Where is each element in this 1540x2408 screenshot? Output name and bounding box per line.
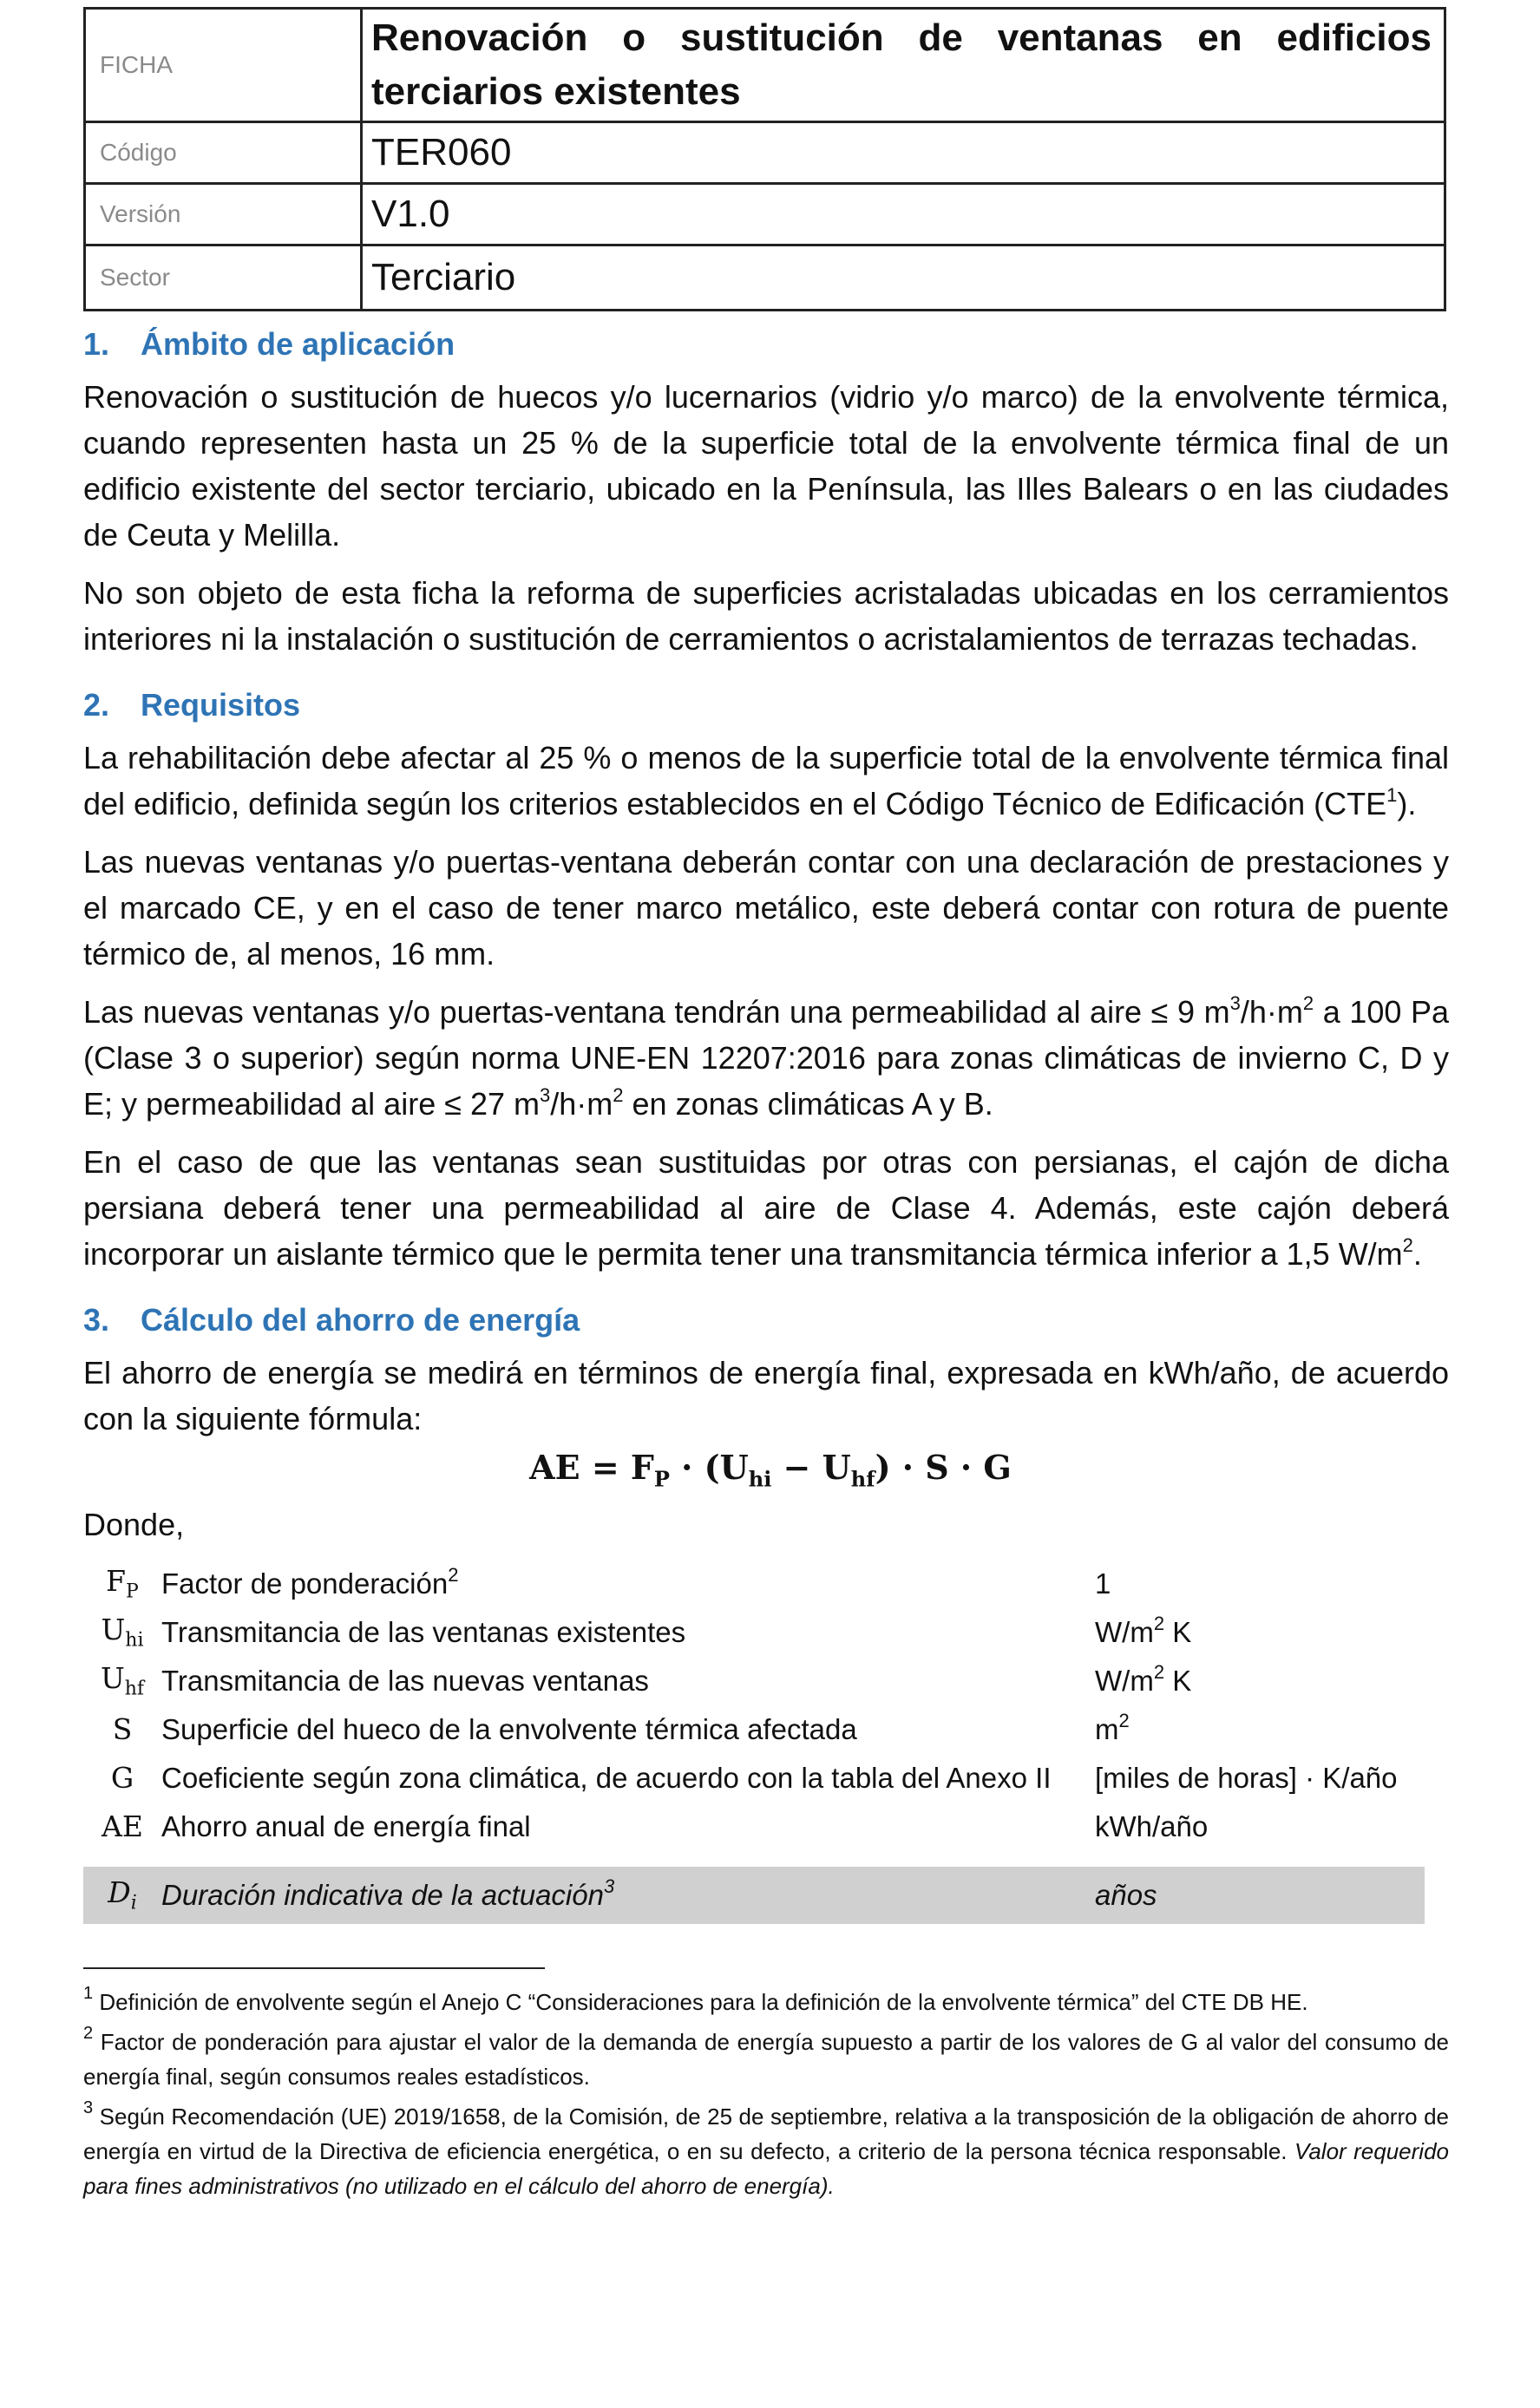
unit-text: [miles de horas] · K/año	[1095, 1761, 1398, 1794]
unit-superscript: 2	[1118, 1709, 1130, 1731]
document-page	[83, 7, 1449, 2203]
description-text: Duración indicativa de la actuación	[161, 1878, 604, 1911]
donde-label: Donde,	[83, 1506, 185, 1542]
variable-unit	[1095, 1867, 1425, 1924]
unit-suffix: K	[1164, 1615, 1192, 1648]
variable-symbol	[83, 1867, 161, 1924]
variable-symbol	[83, 1705, 161, 1754]
superscript: 2	[1302, 992, 1314, 1014]
variable-symbol	[83, 1560, 161, 1608]
text-run: ).	[1397, 786, 1417, 821]
section-1-number: 1.	[83, 326, 110, 362]
footnote-text: Factor de ponderación para ajustar el valor de la demanda de energía supuesto a partir de los valores de G al valor del consumo de energía final, según consumos reales estadísticos.	[83, 2028, 1449, 2090]
footnote-1	[83, 1985, 1449, 2019]
energy-savings-formula	[83, 1442, 1449, 1506]
section-2-heading	[83, 684, 1449, 726]
formula-operator: −	[771, 1448, 822, 1487]
section-1-paragraph-2: No son objeto de esta ficha la reforma de superficies acristaladas ubicadas en los cerramientos interiores ni la instalación o sustitución de cerramientos o acristalamientos de terrazas techadas.	[83, 575, 1449, 657]
symbol-letter: D	[108, 1875, 131, 1910]
text-run: /h·m	[550, 1086, 613, 1122]
variable-unit	[1095, 1754, 1425, 1803]
variables-table	[83, 1560, 1425, 1924]
footnote-number: 2	[83, 2023, 94, 2043]
formula-subscript: hi	[748, 1466, 772, 1492]
section-2-paragraph-1	[83, 735, 1449, 827]
text-run: Las nuevas ventanas y/o puertas-ventana tendrán una permeabilidad al aire ≤ 9 m	[83, 994, 1230, 1030]
section-2-title: Requisitos	[141, 687, 301, 723]
section-3-heading	[83, 1299, 1449, 1341]
ficha-label: FICHA	[85, 9, 362, 122]
section-2-number: 2.	[83, 687, 110, 723]
variable-symbol	[83, 1803, 161, 1851]
superscript: 2	[613, 1084, 624, 1106]
sector-label: Sector	[85, 245, 362, 311]
symbol-letter: F	[106, 1564, 127, 1599]
sector-value: Terciario	[362, 245, 1445, 311]
section-1-heading	[83, 324, 1449, 365]
ficha-title: Renovación o sustitución de ventanas en edificios terciarios existentes	[362, 9, 1445, 122]
version-value: V1.0	[362, 184, 1445, 245]
variable-row	[83, 1705, 1425, 1754]
section-3-title: Cálculo del ahorro de energía	[141, 1302, 580, 1338]
variable-unit	[1095, 1560, 1425, 1608]
variable-description	[161, 1705, 1095, 1754]
description-text: Transmitancia de las nuevas ventanas	[161, 1664, 649, 1697]
footnote-ref: 3	[603, 1875, 615, 1897]
variable-row	[83, 1560, 1425, 1608]
variable-unit	[1095, 1803, 1425, 1851]
footnote-text: Según Recomendación (UE) 2019/1658, de la Comisión, de 25 de septiembre, relativa a la transposición de la obligación de ahorro de energía en virtud de la Directiva de eficiencia energética, o en su defecto, a criterio de la persona técnica responsable.	[83, 2103, 1449, 2164]
unit-text: 1	[1095, 1567, 1111, 1600]
codigo-value: TER060	[362, 122, 1445, 184]
variable-unit	[1095, 1705, 1425, 1754]
formula-term: U	[822, 1448, 851, 1487]
symbol-subscript: i	[130, 1892, 137, 1914]
variable-symbol	[83, 1657, 161, 1705]
symbol-letter: U	[100, 1661, 125, 1696]
unit-superscript: 2	[1153, 1612, 1165, 1634]
unit-text: m	[1095, 1712, 1119, 1745]
section-3-paragraph-1: El ahorro de energía se medirá en términos de energía final, expresada en kWh/año, de acuerdo con la siguiente fórmula:	[83, 1355, 1449, 1436]
footnote-2	[83, 2025, 1449, 2094]
spacer-cell	[83, 1851, 1425, 1867]
superscript: 2	[1402, 1234, 1413, 1256]
formula-term: G	[983, 1448, 1012, 1487]
table-spacer	[83, 1851, 1425, 1867]
variable-symbol	[83, 1754, 161, 1803]
section-3-number: 3.	[83, 1302, 110, 1338]
duration-row	[83, 1867, 1425, 1924]
variable-unit	[1095, 1657, 1425, 1705]
superscript: 3	[1229, 992, 1241, 1014]
formula-operator: ) ·	[875, 1448, 926, 1487]
footnote-ref: 2	[448, 1563, 459, 1586]
footnote-italic-text: Valor requerido para fines administrativos (no utilizado en el cálculo del ahorro de energía).	[83, 2137, 1449, 2199]
unit-text: W/m	[1095, 1615, 1154, 1648]
section-1-paragraph-1: Renovación o sustitución de huecos y/o lucernarios (vidrio y/o marco) de la envolvente térmica, cuando representen hasta un 25 % de la superficie total de la envolvente térmica final de un edificio existente del sector terciario, ubicado en la Península, las Illes Balears o en las ciudades de Ceuta y Melilla.	[83, 379, 1449, 553]
description-text: Coeficiente según zona climática, de acuerdo con la tabla del Anexo II	[161, 1761, 1052, 1794]
variable-description	[161, 1754, 1095, 1803]
variable-row	[83, 1657, 1425, 1705]
superscript: 3	[540, 1084, 551, 1106]
variable-row	[83, 1754, 1425, 1803]
description-text: Ahorro anual de energía final	[161, 1809, 531, 1842]
footnote-number: 1	[83, 1983, 94, 2003]
formula-term: U	[719, 1448, 749, 1487]
footnote-3	[83, 2099, 1449, 2203]
unit-suffix: K	[1164, 1664, 1192, 1697]
formula-operator: · (	[669, 1448, 720, 1487]
ficha-header-table	[83, 7, 1446, 311]
description-text: Factor de ponderación	[161, 1567, 449, 1600]
symbol-letter: S	[112, 1712, 133, 1747]
variable-description	[161, 1657, 1095, 1705]
section-1-title: Ámbito de aplicación	[141, 326, 455, 362]
symbol-letter: AE	[102, 1809, 143, 1844]
text-run: .	[1412, 1236, 1422, 1272]
section-2-paragraph-4	[83, 1139, 1449, 1277]
description-text: Transmitancia de las ventanas existentes	[161, 1615, 686, 1648]
variable-description	[161, 1608, 1095, 1657]
codigo-label: Código	[85, 122, 362, 184]
formula-term: S	[925, 1448, 949, 1487]
text-run: /h·m	[1240, 994, 1303, 1030]
unit-superscript: 2	[1153, 1660, 1165, 1683]
text-run: a 100 Pa (Clase 3 o superior) según norma UNE-EN 12207:2016 para zonas climáticas de invierno C, D y E; y permeabilidad al aire ≤ 27 m	[83, 994, 1449, 1122]
description-text: Superficie del hueco de la envolvente térmica afectada	[161, 1712, 857, 1745]
variable-unit	[1095, 1608, 1425, 1657]
symbol-letter: U	[101, 1613, 126, 1647]
footnote-number: 3	[83, 2097, 94, 2117]
footnote-ref-1: 1	[1386, 784, 1398, 806]
symbol-subscript: P	[126, 1580, 139, 1603]
variable-row	[83, 1608, 1425, 1657]
formula-subscript: P	[653, 1466, 670, 1492]
version-label: Versión	[85, 184, 362, 245]
unit-text: kWh/año	[1095, 1809, 1209, 1842]
symbol-letter: G	[110, 1761, 134, 1796]
formula-term: AE	[529, 1448, 580, 1487]
variable-description	[161, 1867, 1095, 1924]
formula-subscript: hf	[850, 1466, 875, 1492]
variable-symbol	[83, 1608, 161, 1657]
formula-operator: =	[580, 1448, 631, 1487]
section-2-paragraph-2: Las nuevas ventanas y/o puertas-ventana deberán contar con una declaración de prestaciones y el marcado CE, y en el caso de tener marco metálico, este deberá contar con rotura de puente térmico de, al menos, 16 mm.	[83, 844, 1449, 972]
text-run: En el caso de que las ventanas sean sustituidas por otras con persianas, el cajón de dicha persiana deberá tener una permeabilidad al aire de Clase 4. Además, este cajón deberá incorporar un aislante térmico que le permita tener una transmitancia térmica inferior a 1,5 W/m	[83, 1144, 1449, 1272]
formula-term: F	[630, 1448, 654, 1487]
unit-text: W/m	[1095, 1664, 1154, 1697]
symbol-subscript: hi	[125, 1629, 144, 1652]
footnote-text: Definición de envolvente según el Anejo C “Consideraciones para la definición de la envolvente térmica” del CTE DB HE.	[93, 1988, 1308, 2015]
variable-description	[161, 1560, 1095, 1608]
section-2-paragraph-3	[83, 989, 1449, 1127]
text-run: La rehabilitación debe afectar al 25 % o menos de la superficie total de la envolvente térmica final del edificio, definida según los criterios establecidos en el Código Técnico de Edificación (CTE	[83, 740, 1449, 821]
unit-text: años	[1095, 1878, 1157, 1911]
formula-operator: ·	[948, 1448, 984, 1487]
variable-description	[161, 1803, 1095, 1851]
variable-row	[83, 1803, 1425, 1851]
text-run: en zonas climáticas A y B.	[623, 1086, 993, 1122]
symbol-subscript: hf	[124, 1678, 145, 1700]
